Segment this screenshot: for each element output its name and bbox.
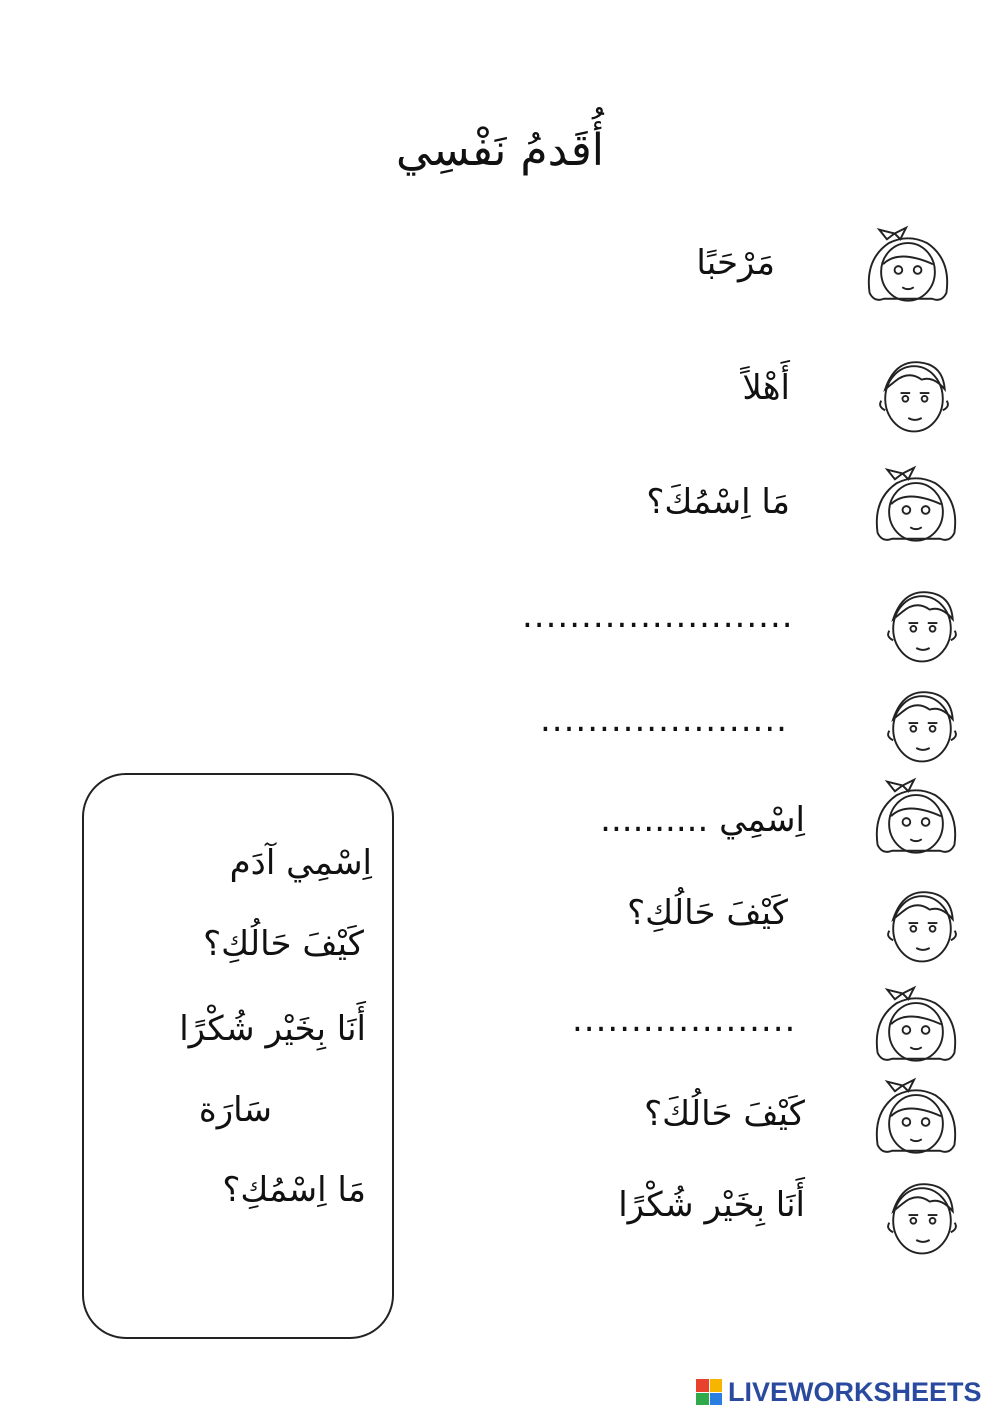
- dialogue-text: اِسْمِي: [719, 800, 805, 840]
- logo-square: [710, 1379, 723, 1392]
- dialogue-line: مَا اِسْمُكَ؟: [646, 482, 790, 522]
- boy-face-icon: [874, 580, 970, 668]
- boy-face-icon: [866, 350, 962, 438]
- answer-blank[interactable]: .....................: [540, 700, 788, 740]
- logo-square: [710, 1393, 723, 1406]
- liveworksheets-logo-icon: [696, 1379, 722, 1405]
- dialogue-line: كَيْفَ حَالُكِ؟: [627, 893, 788, 933]
- answer-blank[interactable]: .......................: [522, 596, 794, 636]
- boy-face-icon: [874, 1172, 970, 1260]
- answer-blank[interactable]: ..........: [600, 800, 709, 840]
- dialogue-line: أَنَا بِخَيْر شُكْرًا: [618, 1185, 805, 1225]
- girl-face-icon: [868, 985, 964, 1073]
- dialogue-line: [600, 800, 805, 840]
- boy-face-icon: [874, 680, 970, 768]
- girl-face-icon: [860, 225, 956, 313]
- girl-face-icon: [868, 777, 964, 865]
- boy-face-icon: [874, 880, 970, 968]
- dialogue-line: مَرْحَبًا: [696, 243, 775, 283]
- logo-square: [696, 1379, 709, 1392]
- dialogue-line: أَهْلاً: [742, 368, 790, 408]
- liveworksheets-footer: [696, 1378, 982, 1406]
- logo-square: [696, 1393, 709, 1406]
- word-bank-item[interactable]: كَيْفَ حَالُكِ؟: [203, 924, 364, 964]
- worksheet-title: أُقَدمُ نَفْسِي: [395, 125, 604, 176]
- dialogue-line: كَيْفَ حَالُكَ؟: [644, 1094, 805, 1134]
- girl-face-icon: [868, 1077, 964, 1165]
- word-bank-item[interactable]: سَارَة: [198, 1090, 272, 1130]
- word-bank-item[interactable]: أَنَا بِخَيْر شُكْرًا: [179, 1009, 366, 1049]
- answer-blank[interactable]: ...................: [572, 1000, 797, 1040]
- word-bank-item[interactable]: اِسْمِي آدَم: [229, 843, 372, 883]
- word-bank-item[interactable]: مَا اِسْمُكِ؟: [222, 1170, 366, 1210]
- footer-brand: LIVEWORKSHEETS: [728, 1376, 982, 1407]
- girl-face-icon: [868, 465, 964, 553]
